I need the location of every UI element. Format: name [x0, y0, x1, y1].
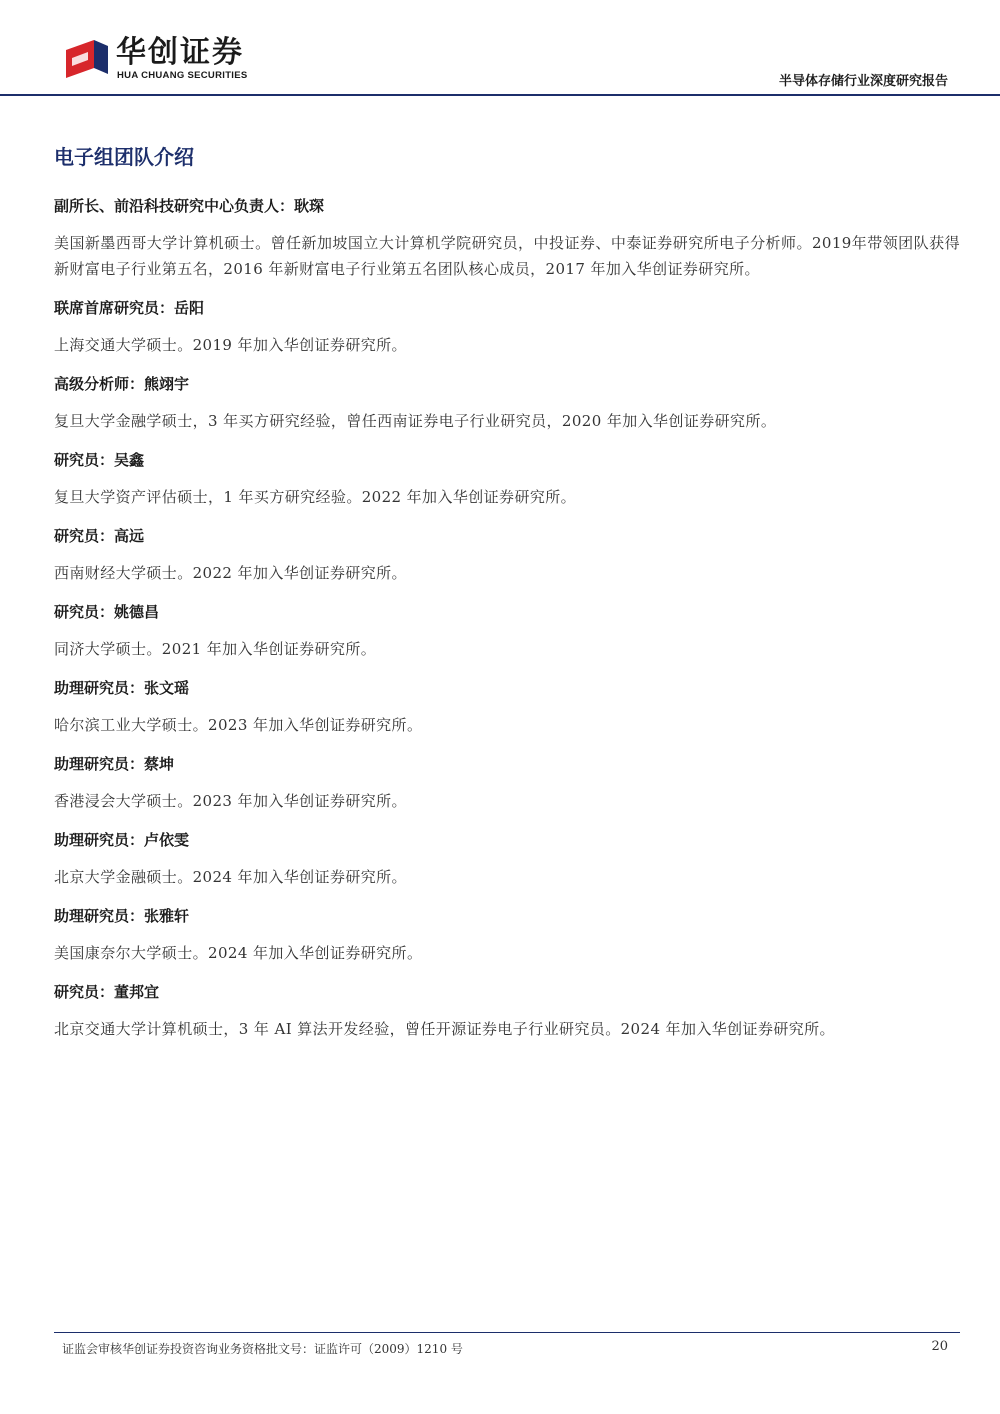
member-entry	[54, 194, 960, 282]
member-entry	[54, 524, 960, 586]
member-entry	[54, 296, 960, 358]
section-title: 电子组团队介绍	[54, 145, 194, 169]
header-divider	[0, 94, 1000, 96]
member-bio: 复旦大学资产评估硕士，1 年买方研究经验。2022 年加入华创证券研究所。	[54, 488, 577, 506]
footer-license-note: 证监会审核华创证券投资咨询业务资格批文号：证监许可（2009）1210 号	[62, 1342, 463, 1356]
member-bio: 上海交通大学硕士。2019 年加入华创证券研究所。	[54, 336, 407, 354]
member-title: 助理研究员：张文瑶	[54, 679, 190, 697]
member-entry	[54, 828, 960, 890]
brand-name-cn: 华创证券	[116, 35, 244, 70]
member-entry	[54, 600, 960, 662]
member-title: 助理研究员：蔡坤	[54, 755, 175, 773]
member-title: 研究员：高远	[54, 527, 145, 545]
member-title: 助理研究员：卢依雯	[54, 831, 190, 849]
member-bio: 西南财经大学硕士。2022 年加入华创证券研究所。	[54, 564, 407, 582]
member-title: 副所长、前沿科技研究中心负责人：耿琛	[54, 197, 325, 215]
member-title: 联席首席研究员：岳阳	[54, 299, 205, 317]
report-title: 半导体存储行业深度研究报告	[778, 74, 948, 89]
member-bio: 北京大学金融硕士。2024 年加入华创证券研究所。	[54, 868, 407, 886]
brand-name-en: HUA CHUANG SECURITIES	[117, 70, 248, 81]
member-title: 研究员：董邦宜	[54, 983, 160, 1001]
team-introduction	[54, 140, 960, 1056]
member-bio: 美国新墨西哥大学计算机硕士。曾任新加坡国立大计算机学院研究员，中投证券、中泰证券研究所电子分析师。2019年带领团队获得新财富电子行业第五名，2016 年新财富电子行业第五名团队核心成员，2017 年加入华创证券研究所。	[54, 234, 960, 278]
page-header	[0, 0, 1000, 96]
member-bio: 北京交通大学计算机硕士，3 年 AI 算法开发经验，曾任开源证券电子行业研究员。2024 年加入华创证券研究所。	[54, 1020, 835, 1038]
member-entry	[54, 980, 960, 1042]
member-entry	[54, 372, 960, 434]
page-number: 20	[931, 1339, 948, 1354]
member-title: 研究员：姚德昌	[54, 603, 160, 621]
member-title: 高级分析师：熊翊宇	[54, 375, 190, 393]
member-entry	[54, 752, 960, 814]
member-entry	[54, 448, 960, 510]
member-bio: 香港浸会大学硕士。2023 年加入华创证券研究所。	[54, 792, 407, 810]
company-logo-icon	[64, 36, 110, 82]
member-bio: 复旦大学金融学硕士，3 年买方研究经验，曾任西南证券电子行业研究员，2020 年加入华创证券研究所。	[54, 412, 777, 430]
footer-divider	[54, 1332, 960, 1333]
member-bio: 同济大学硕士。2021 年加入华创证券研究所。	[54, 640, 377, 658]
member-title: 助理研究员：张雅轩	[54, 907, 190, 925]
member-bio: 哈尔滨工业大学硕士。2023 年加入华创证券研究所。	[54, 716, 423, 734]
member-bio: 美国康奈尔大学硕士。2024 年加入华创证券研究所。	[54, 944, 423, 962]
member-entry	[54, 676, 960, 738]
member-entry	[54, 904, 960, 966]
member-title: 研究员：吴鑫	[54, 451, 145, 469]
